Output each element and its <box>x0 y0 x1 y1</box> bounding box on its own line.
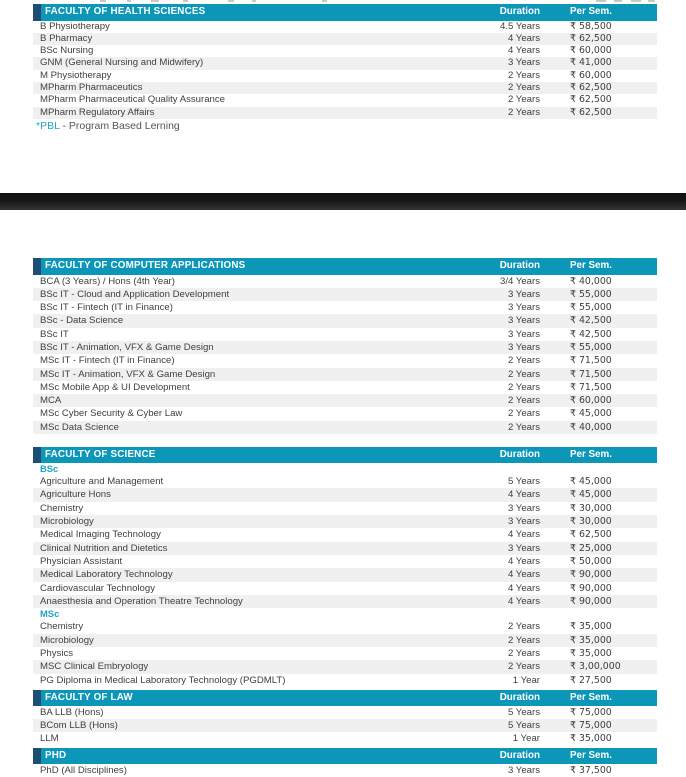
column-header-per-sem: Per Sem. <box>570 6 612 17</box>
remnant-dash <box>127 0 131 2</box>
program-row <box>33 57 657 69</box>
pbl-footnote <box>36 120 180 133</box>
program-row <box>33 475 657 488</box>
column-header-per-sem: Per Sem. <box>570 692 612 703</box>
program-row <box>33 582 657 595</box>
program-duration: 4 Years <box>507 569 540 581</box>
program-duration: 2 Years <box>507 106 540 118</box>
program-duration: 3 Years <box>507 516 540 528</box>
program-name: Agriculture Hons <box>40 489 111 501</box>
program-duration: 4 Years <box>507 555 540 567</box>
program-fee: ₹ 35,000 <box>570 732 612 744</box>
program-row <box>33 82 657 94</box>
program-row <box>33 341 657 354</box>
program-fee: ₹ 3,00,000 <box>570 661 621 673</box>
program-row <box>33 33 657 45</box>
program-duration: 2 Years <box>507 634 540 646</box>
program-row <box>33 595 657 608</box>
program-fee: ₹ 75,000 <box>570 719 612 731</box>
program-fee: ₹ 40,000 <box>570 421 612 433</box>
program-name: MSc Mobile App & UI Development <box>40 381 190 393</box>
program-name: MPharm Regulatory Affairs <box>40 106 155 118</box>
program-fee: ₹ 35,000 <box>570 621 612 633</box>
pbl-footnote-abbr: *PBL <box>36 120 60 132</box>
program-fee: ₹ 60,000 <box>570 69 612 81</box>
column-header-duration: Duration <box>499 260 540 271</box>
program-name: BCA (3 Years) / Hons (4th Year) <box>40 275 175 287</box>
program-fee: ₹ 71,500 <box>570 355 612 367</box>
header-accent-tab <box>33 748 41 764</box>
program-row <box>33 421 657 434</box>
program-row <box>33 45 657 57</box>
program-duration: 2 Years <box>507 647 540 659</box>
program-duration: 2 Years <box>507 421 540 433</box>
program-row <box>33 620 657 633</box>
section-title: PHD <box>45 750 67 761</box>
remnant-dash <box>648 0 655 2</box>
table-body <box>33 463 657 687</box>
program-duration: 2 Years <box>507 661 540 673</box>
program-name: B Pharmacy <box>40 32 93 44</box>
program-name: LLM <box>40 732 59 744</box>
program-fee: ₹ 45,000 <box>570 408 612 420</box>
table-body <box>33 21 657 119</box>
program-fee: ₹ 42,500 <box>570 315 612 327</box>
program-name: Chemistry <box>40 621 84 633</box>
remnant-dash <box>614 0 622 2</box>
program-name: BSc IT <box>40 328 69 340</box>
program-duration: 1 Year <box>512 674 540 686</box>
pbl-footnote-text: - Program Based Lerning <box>59 120 180 132</box>
fee-table-health-sciences <box>33 4 657 119</box>
program-duration: 2 Years <box>507 368 540 380</box>
program-fee: ₹ 71,500 <box>570 368 612 380</box>
program-fee: ₹ 60,000 <box>570 45 612 57</box>
remnant-dash <box>252 0 256 2</box>
program-name: Chemistry <box>40 502 84 514</box>
program-duration: 3 Years <box>507 315 540 327</box>
program-fee: ₹ 62,500 <box>570 32 612 44</box>
program-duration: 3 Years <box>507 765 540 776</box>
program-row <box>33 301 657 314</box>
program-fee: ₹ 45,000 <box>570 489 612 501</box>
program-duration: 3 Years <box>507 341 540 353</box>
program-fee: ₹ 50,000 <box>570 555 612 567</box>
remnant-dash <box>183 0 188 2</box>
column-header-duration: Duration <box>499 692 540 703</box>
program-row <box>33 706 657 719</box>
program-name: MSc IT - Fintech (IT in Finance) <box>40 355 175 367</box>
program-row <box>33 94 657 106</box>
header-accent-tab <box>33 258 41 275</box>
program-duration: 3 Years <box>507 302 540 314</box>
program-duration: 3 Years <box>507 542 540 554</box>
program-name: Microbiology <box>40 634 94 646</box>
program-row <box>33 314 657 327</box>
program-name: BSc Nursing <box>40 45 94 57</box>
program-name: PhD (All Disciplines) <box>40 765 127 776</box>
program-fee: ₹ 30,000 <box>570 502 612 514</box>
program-row <box>33 732 657 745</box>
program-fee: ₹ 62,500 <box>570 81 612 93</box>
program-duration: 4 Years <box>507 489 540 501</box>
program-row <box>33 328 657 341</box>
program-duration: 2 Years <box>507 94 540 106</box>
program-duration: 3 Years <box>507 288 540 300</box>
section-title: FACULTY OF HEALTH SCIENCES <box>45 6 206 17</box>
program-fee: ₹ 60,000 <box>570 395 612 407</box>
degree-group-label: MSc <box>40 608 60 620</box>
program-fee: ₹ 62,500 <box>570 106 612 118</box>
program-name: B Physiotherapy <box>40 20 110 32</box>
program-name: Cardiovascular Technology <box>40 582 156 594</box>
program-name: BCom LLB (Hons) <box>40 719 118 731</box>
program-row <box>33 381 657 394</box>
program-duration: 2 Years <box>507 355 540 367</box>
column-header-per-sem: Per Sem. <box>570 449 612 460</box>
program-fee: ₹ 37,500 <box>570 765 612 776</box>
fee-table-computer-applications <box>33 258 657 434</box>
program-name: Medical Laboratory Technology <box>40 569 173 581</box>
program-name: MPharm Pharmaceutical Quality Assurance <box>40 94 226 106</box>
program-duration: 2 Years <box>507 621 540 633</box>
remnant-dash <box>322 0 327 2</box>
column-header-per-sem: Per Sem. <box>570 260 612 271</box>
section-title: FACULTY OF COMPUTER APPLICATIONS <box>45 260 246 271</box>
fee-table-phd <box>33 748 657 777</box>
program-fee: ₹ 55,000 <box>570 288 612 300</box>
program-name: MSC Clinical Embryology <box>40 661 149 673</box>
fee-table-law <box>33 690 657 745</box>
program-fee: ₹ 30,000 <box>570 516 612 528</box>
program-row <box>33 515 657 528</box>
remnant-dash <box>596 0 606 2</box>
program-duration: 3 Years <box>507 57 540 69</box>
program-fee: ₹ 75,000 <box>570 706 612 718</box>
program-row <box>33 568 657 581</box>
program-duration: 4 Years <box>507 529 540 541</box>
program-fee: ₹ 62,500 <box>570 529 612 541</box>
section-title: FACULTY OF SCIENCE <box>45 449 156 460</box>
program-name: BSc IT - Cloud and Application Development <box>40 288 230 300</box>
program-duration: 2 Years <box>507 408 540 420</box>
program-row <box>33 660 657 673</box>
program-duration: 4 Years <box>507 32 540 44</box>
fee-table-science <box>33 447 657 687</box>
program-name: Anaesthesia and Operation Theatre Technology <box>40 595 243 607</box>
program-duration: 4 Years <box>507 45 540 57</box>
section-title: FACULTY OF LAW <box>45 692 133 703</box>
program-duration: 3 Years <box>507 502 540 514</box>
program-row <box>33 555 657 568</box>
program-fee: ₹ 71,500 <box>570 381 612 393</box>
program-fee: ₹ 90,000 <box>570 595 612 607</box>
program-fee: ₹ 55,000 <box>570 341 612 353</box>
program-fee: ₹ 35,000 <box>570 634 612 646</box>
program-row <box>33 70 657 82</box>
table-header <box>33 690 657 706</box>
header-accent-tab <box>33 447 41 463</box>
remnant-dash <box>151 0 159 2</box>
program-fee: ₹ 55,000 <box>570 302 612 314</box>
program-duration: 3/4 Years <box>499 275 540 287</box>
column-header-duration: Duration <box>499 6 540 17</box>
program-row <box>33 647 657 660</box>
program-fee: ₹ 27,500 <box>570 674 612 686</box>
program-duration: 2 Years <box>507 381 540 393</box>
program-duration: 5 Years <box>507 476 540 488</box>
program-row <box>33 542 657 555</box>
program-name: Microbiology <box>40 516 94 528</box>
column-header-duration: Duration <box>499 449 540 460</box>
program-fee: ₹ 90,000 <box>570 582 612 594</box>
table-body <box>33 706 657 746</box>
table-header <box>33 258 657 275</box>
header-accent-tab <box>33 690 41 706</box>
remnant-dash <box>228 0 234 2</box>
program-row <box>33 275 657 288</box>
program-fee: ₹ 41,000 <box>570 57 612 69</box>
program-row <box>33 21 657 33</box>
program-fee: ₹ 62,500 <box>570 94 612 106</box>
column-header-per-sem: Per Sem. <box>570 750 612 761</box>
table-header <box>33 447 657 463</box>
program-name: GNM (General Nursing and Midwifery) <box>40 57 204 69</box>
program-name: MCA <box>40 395 62 407</box>
program-row <box>33 634 657 647</box>
table-header <box>33 4 657 21</box>
program-row <box>33 394 657 407</box>
program-duration: 4.5 Years <box>499 20 540 32</box>
program-fee: ₹ 25,000 <box>570 542 612 554</box>
program-name: BSc IT - Animation, VFX & Game Design <box>40 341 214 353</box>
program-name: PG Diploma in Medical Laboratory Technology (PGDMLT) <box>40 674 286 686</box>
program-row <box>33 502 657 515</box>
program-name: BSc - Data Science <box>40 315 124 327</box>
program-duration: 4 Years <box>507 582 540 594</box>
program-row <box>33 764 657 777</box>
program-row <box>33 107 657 119</box>
table-header <box>33 748 657 764</box>
program-name: Clinical Nutrition and Dietetics <box>40 542 168 554</box>
program-duration: 2 Years <box>507 81 540 93</box>
table-body <box>33 275 657 435</box>
program-fee: ₹ 45,000 <box>570 476 612 488</box>
program-row <box>33 288 657 301</box>
program-fee: ₹ 35,000 <box>570 647 612 659</box>
program-name: Physician Assistant <box>40 555 123 567</box>
program-row <box>33 674 657 687</box>
program-name: MSc Cyber Security & Cyber Law <box>40 408 183 420</box>
program-duration: 5 Years <box>507 706 540 718</box>
program-name: Physics <box>40 647 74 659</box>
program-row <box>33 719 657 732</box>
program-fee: ₹ 42,500 <box>570 328 612 340</box>
program-fee: ₹ 58,500 <box>570 20 612 32</box>
program-row <box>33 528 657 541</box>
program-duration: 2 Years <box>507 395 540 407</box>
program-row <box>33 354 657 367</box>
column-header-duration: Duration <box>499 750 540 761</box>
degree-group-label: BSc <box>40 463 59 474</box>
program-duration: 4 Years <box>507 595 540 607</box>
remnant-dash <box>100 0 106 2</box>
program-duration: 3 Years <box>507 328 540 340</box>
program-name: Medical Imaging Technology <box>40 529 161 541</box>
program-name: M Physiotherapy <box>40 69 112 81</box>
program-duration: 2 Years <box>507 69 540 81</box>
program-row <box>33 407 657 420</box>
program-name: MPharm Pharmaceutics <box>40 81 143 93</box>
program-name: MSc Data Science <box>40 421 119 433</box>
program-name: BA LLB (Hons) <box>40 706 104 718</box>
program-duration: 5 Years <box>507 719 540 731</box>
remnant-dash <box>631 0 641 2</box>
program-fee: ₹ 90,000 <box>570 569 612 581</box>
program-row <box>33 368 657 381</box>
program-name: Agriculture and Management <box>40 476 164 488</box>
header-accent-tab <box>33 4 41 21</box>
table-body <box>33 764 657 777</box>
program-fee: ₹ 40,000 <box>570 275 612 287</box>
program-name: BSc IT - Fintech (IT in Finance) <box>40 302 173 314</box>
program-name: MSc IT - Animation, VFX & Game Design <box>40 368 216 380</box>
section-divider-bar <box>0 193 686 210</box>
program-duration: 1 Year <box>512 732 540 744</box>
program-row <box>33 488 657 501</box>
